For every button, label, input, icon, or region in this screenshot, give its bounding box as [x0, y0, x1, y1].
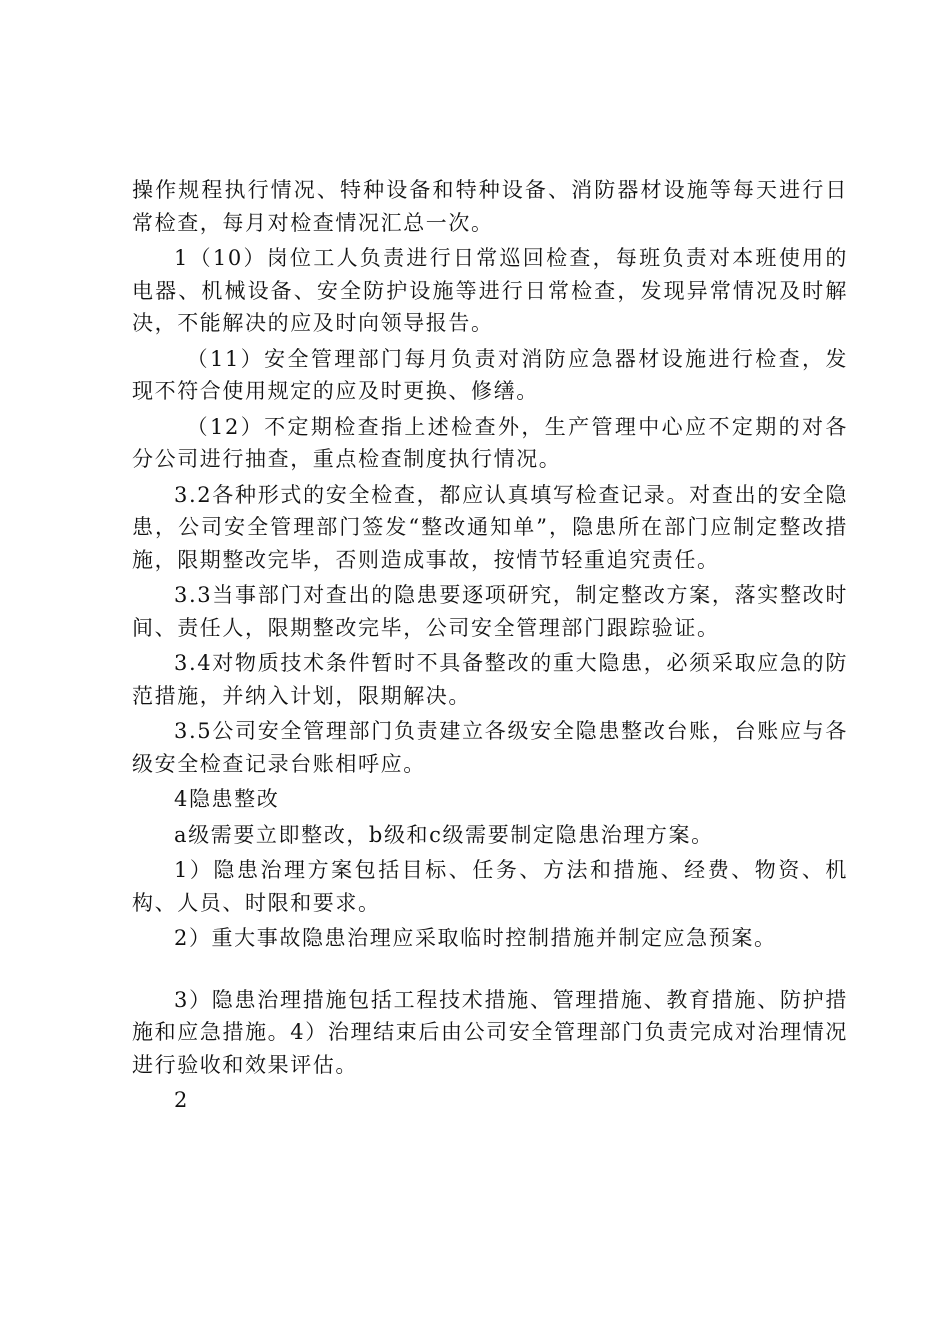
paragraph-daily-inspection: 操作规程执行情况、特种设备和特种设备、消防器材设施等每天进行日常检查，每月对检查情况汇总一次。 — [132, 178, 848, 235]
paragraph-grades: a级需要立即整改，b级和c级需要制定隐患治理方案。 — [174, 822, 714, 847]
paragraph-12-irregular-inspection: （12）不定期检查指上述检查外，生产管理中心应不定期的对各分公司进行抽查，重点检查制度执行情况。 — [132, 414, 848, 471]
paragraph-1-plan-contents: 1）隐患治理方案包括目标、任务、方法和措施、经费、物资、机构、人员、时限和要求。 — [132, 858, 848, 915]
paragraph-3-4-major-hazards: 3.4对物质技术条件暂时不具备整改的重大隐患，必须采取应急的防范措施，并纳入计划，限期解决。 — [132, 651, 848, 708]
paragraph-2-emergency-plan: 2）重大事故隐患治理应采取临时控制措施并制定应急预案。 — [174, 926, 777, 950]
paragraph-11-fire-equipment: （11）安全管理部门每月负责对消防应急器材设施进行检查，发现不符合使用规定的应及时更换、修缮。 — [132, 346, 848, 403]
paragraph-3-3-rectification-plan: 3.3当事部门对查出的隐患要逐项研究，制定整改方案，落实整改时间、责任人，限期整改完毕，公司安全管理部门跟踪验证。 — [132, 583, 848, 640]
section-heading-4: 4隐患整改 — [174, 787, 280, 811]
paragraph-3-4-measures-and-acceptance: 3）隐患治理措施包括工程技术措施、管理措施、教育措施、防护措施和应急措施。4）治理结束后由公司安全管理部门负责完成对治理情况进行验收和效果评估。 — [132, 987, 848, 1077]
paragraph-3-5-ledger: 3.5公司安全管理部门负责建立各级安全隐患整改台账，台账应与各级安全检查记录台账相呼应。 — [132, 719, 848, 776]
paragraph-3-2-records: 3.2各种形式的安全检查，都应认真填写检查记录。对查出的安全隐患，公司安全管理部门签发“整改通知单”，隐患所在部门应制定整改措施，限期整改完毕，否则造成事故，按情节轻重追究责任。 — [132, 482, 848, 572]
paragraph-10-worker-patrol: 1（10）岗位工人负责进行日常巡回检查，每班负责对本班使用的电器、机械设备、安全防护设施等进行日常检查，发现异常情况及时解决，不能解决的应及时向领导报告。 — [132, 246, 848, 335]
page-number: 2 — [174, 1088, 189, 1112]
blank-line — [132, 958, 848, 984]
document-body — [132, 174, 848, 1120]
